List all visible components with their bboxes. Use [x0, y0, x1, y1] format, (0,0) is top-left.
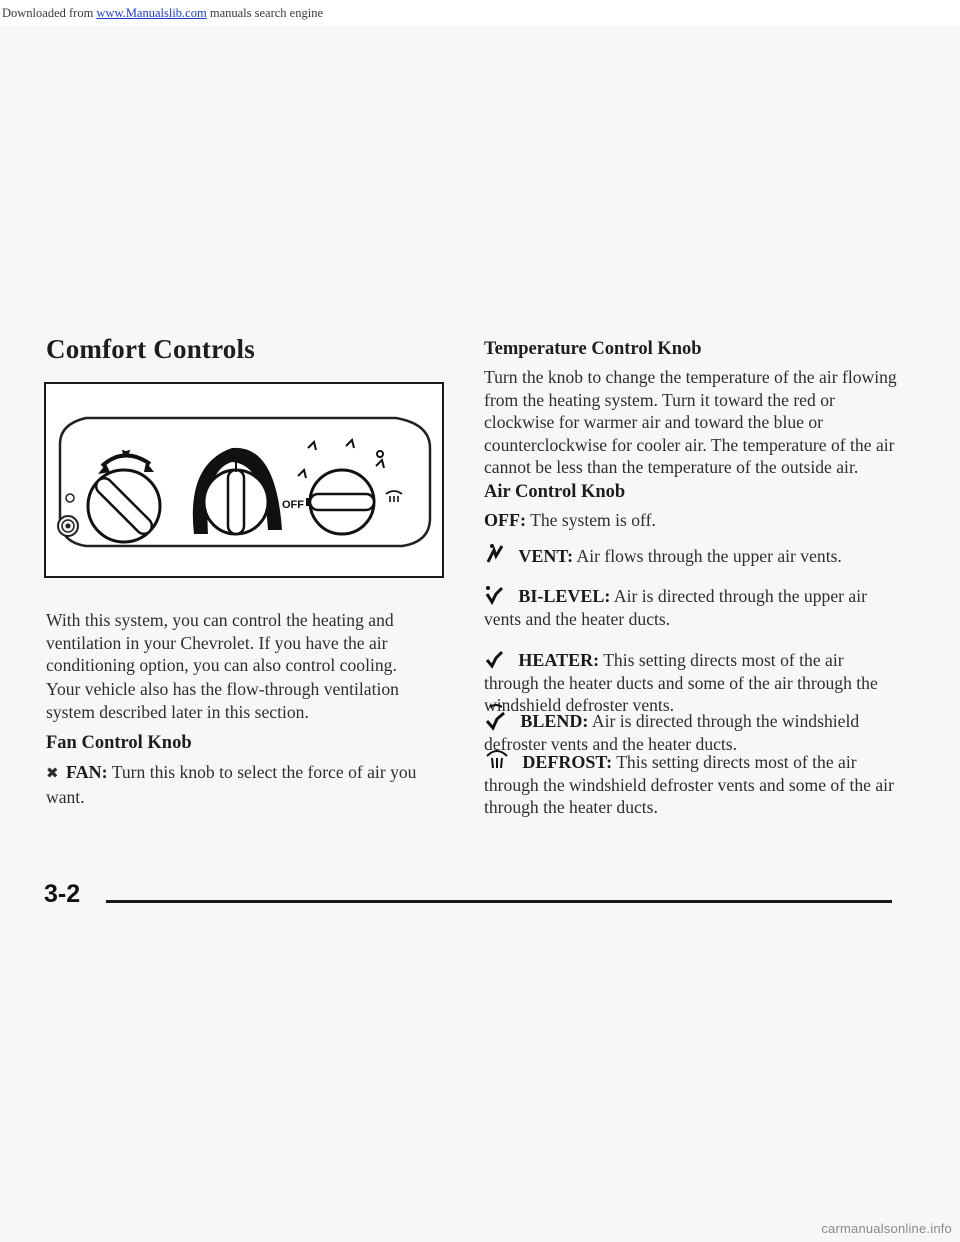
- blend-text: Air is directed through the windshield defroster vents and the heater ducts.: [484, 711, 860, 754]
- defrost-label: DEFROST:: [522, 752, 613, 772]
- fan-control-heading: Fan Control Knob: [46, 733, 192, 753]
- fan-label: FAN:: [65, 762, 108, 782]
- flow-through-paragraph: Your vehicle also has the flow-through ventilation system described later in this section.: [46, 679, 399, 722]
- manualslib-link[interactable]: www.Manualslib.com: [96, 6, 207, 20]
- banner-suffix: manuals search engine: [209, 6, 323, 20]
- vent-icon: [484, 542, 506, 566]
- air-control-knob[interactable]: [310, 470, 374, 534]
- blend-label: BLEND:: [520, 711, 589, 731]
- blend-icon: [484, 703, 508, 731]
- defrost-paragraph: [484, 746, 902, 819]
- watermark-text: carmanualsonline.info: [821, 1221, 952, 1236]
- fan-text: Turn this knob to select the force of air you want.: [46, 762, 417, 807]
- download-banner: [0, 0, 960, 26]
- heater-label: HEATER:: [518, 650, 600, 670]
- heater-icon: [484, 648, 506, 670]
- defrost-text: This setting directs most of the air through the windshield defroster vents and some of the air through the heater ducts.: [484, 752, 894, 817]
- vent-label: VENT:: [518, 546, 574, 566]
- heater-text: This setting directs most of the air through the heater ducts and some of the air through the windshield defroster vents.: [484, 650, 878, 715]
- bilevel-paragraph: [484, 584, 902, 630]
- temperature-control-heading: Temperature Control Knob: [484, 339, 702, 359]
- climate-control-panel-figure: [44, 382, 444, 578]
- fan-control-knob[interactable]: [88, 470, 160, 542]
- footer-rule: [106, 900, 892, 903]
- fan-paragraph: [46, 761, 446, 808]
- control-panel-illustration: [46, 384, 442, 576]
- bilevel-label: BI-LEVEL:: [518, 586, 611, 606]
- vent-text: Air flows through the upper air vents.: [576, 546, 842, 566]
- air-control-heading: Air Control Knob: [484, 482, 626, 502]
- bilevel-icon: [484, 584, 506, 606]
- off-label: OFF:: [484, 510, 526, 530]
- page-title: Comfort Controls: [46, 334, 255, 364]
- bilevel-text: Air is directed through the upper air vents and the heater ducts.: [484, 586, 867, 629]
- off-position-label: OFF: [282, 499, 304, 511]
- off-text: The system is off.: [530, 510, 656, 530]
- vent-paragraph: [484, 542, 902, 568]
- intro-paragraph: With this system, you can control the heating and ventilation in your Chevrolet. If you have the air conditioning option, you can also control cooling.: [46, 610, 397, 675]
- fan-icon: ✖: [46, 766, 59, 782]
- temperature-paragraph: Turn the knob to change the temperature of the air flowing from the heating system. Turn it toward the red or clockwise for warmer air and toward the blue or counterclockwise for cooler air. The temperature of the air cannot be less than the temperature of the outside air.: [484, 367, 897, 477]
- page-number: 3-2: [44, 880, 81, 908]
- off-paragraph: [484, 509, 902, 532]
- ac-button-icon: [58, 516, 78, 536]
- defrost-icon: [484, 746, 510, 772]
- banner-prefix: Downloaded from: [2, 6, 94, 20]
